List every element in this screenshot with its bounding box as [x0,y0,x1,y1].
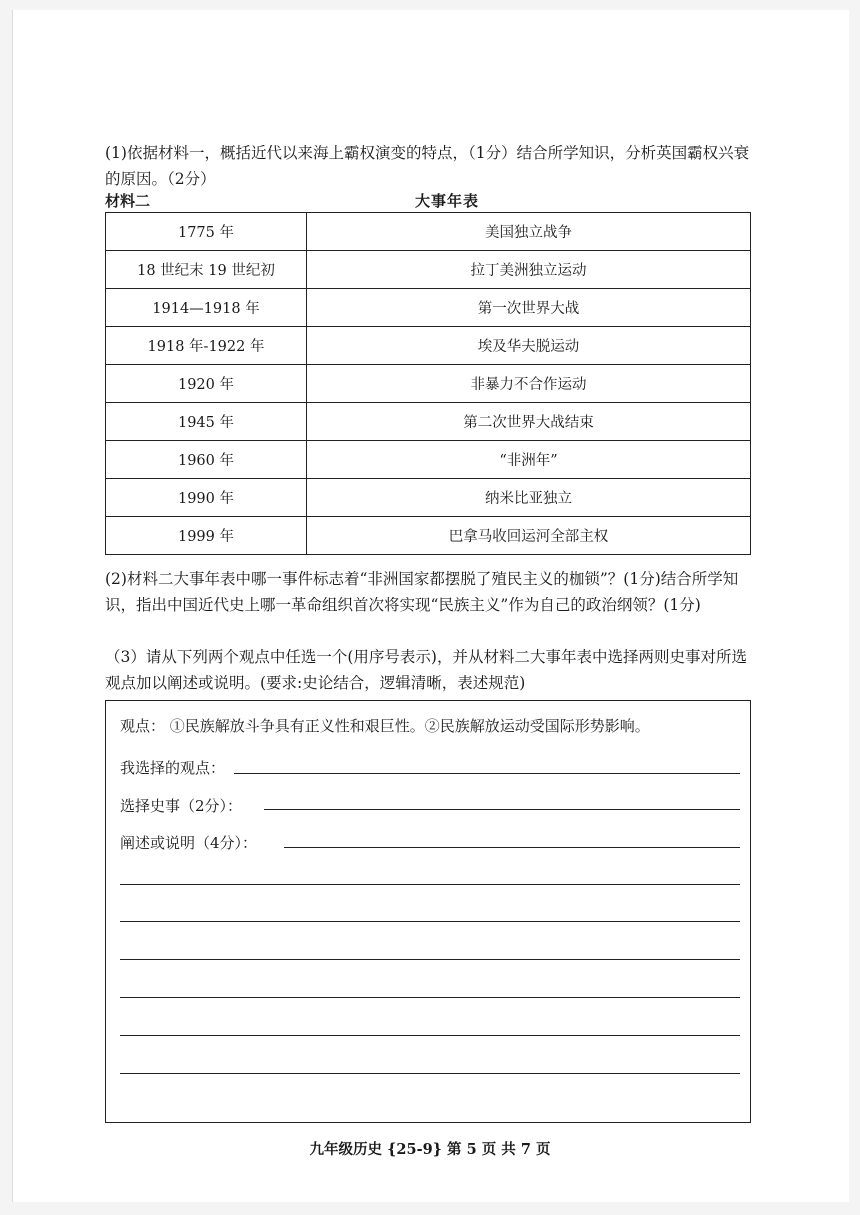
table-row [106,517,751,555]
year-cell: 1918 年-1922 年 [106,327,307,365]
material-2-label: 材料二 [105,192,151,210]
table-row [106,479,751,517]
year-cell: 1990 年 [106,479,307,517]
table-row [106,251,751,289]
year-cell: 1945 年 [106,403,307,441]
year-cell: 1920 年 [106,365,307,403]
year-cell: 1914—1918 年 [106,289,307,327]
event-cell: 拉丁美洲独立运动 [307,251,751,289]
event-cell: 埃及华夫脱运动 [307,327,751,365]
material-2-header [105,190,750,212]
explain-label: 阐述或说明（4分）： [120,834,258,852]
table-row [106,365,751,403]
answer-line[interactable] [120,1035,740,1036]
question-2: (2)材料二大事年表中哪一事件标志着“非洲国家都摆脱了殖民主义的枷锁”？(1分)结合所学知识，指出中国近代史上哪一革命组织首次将实现“民族主义”作为自己的政治纲领？(1分) [105,570,739,614]
page-footer: 九年级历史 {25-9} 第 5 页 共 7 页 [309,1141,551,1158]
events-table [105,212,751,555]
event-cell: 纳米比亚独立 [307,479,751,517]
event-cell: 巴拿马收回运河全部主权 [307,517,751,555]
year-cell: 1775 年 [106,213,307,251]
answer-line[interactable] [120,959,740,960]
event-cell: 非暴力不合作运动 [307,365,751,403]
year-cell: 1999 年 [106,517,307,555]
answer-line[interactable] [120,1073,740,1074]
year-cell: 1960 年 [106,441,307,479]
table-row [106,403,751,441]
event-cell: 美国独立战争 [307,213,751,251]
table-row [106,289,751,327]
explain-answer-line[interactable] [284,847,740,848]
events-answer-line[interactable] [264,809,740,810]
year-cell: 18 世纪末 19 世纪初 [106,251,307,289]
question-3: （3）请从下列两个观点中任选一个(用序号表示)，并从材料二大事年表中选择两则史事对所选观点加以阐述或说明。(要求:史论结合，逻辑清晰，表述规范) [105,648,747,692]
my-view-label: 我选择的观点： [120,759,226,777]
question-1: (1)依据材料一，概括近代以来海上霸权演变的特点，（1分）结合所学知识，分析英国霸权兴衰的原因。（2分） [105,144,750,188]
table-row [106,213,751,251]
table-row [106,327,751,365]
events-label: 选择史事（2分）： [120,797,243,815]
answer-line[interactable] [120,884,740,885]
event-cell: 第一次世界大战 [307,289,751,327]
answer-box [105,700,751,1123]
event-cell: 第二次世界大战结束 [307,403,751,441]
my-view-answer-line[interactable] [234,773,740,774]
table-title: 大事年表 [415,192,480,210]
event-cell: “非洲年” [307,441,751,479]
answer-line[interactable] [120,997,740,998]
answer-line[interactable] [120,921,740,922]
viewpoints-text: 观点： ①民族解放斗争具有正义性和艰巨性。②民族解放运动受国际形势影响。 [120,717,650,735]
table-row [106,441,751,479]
